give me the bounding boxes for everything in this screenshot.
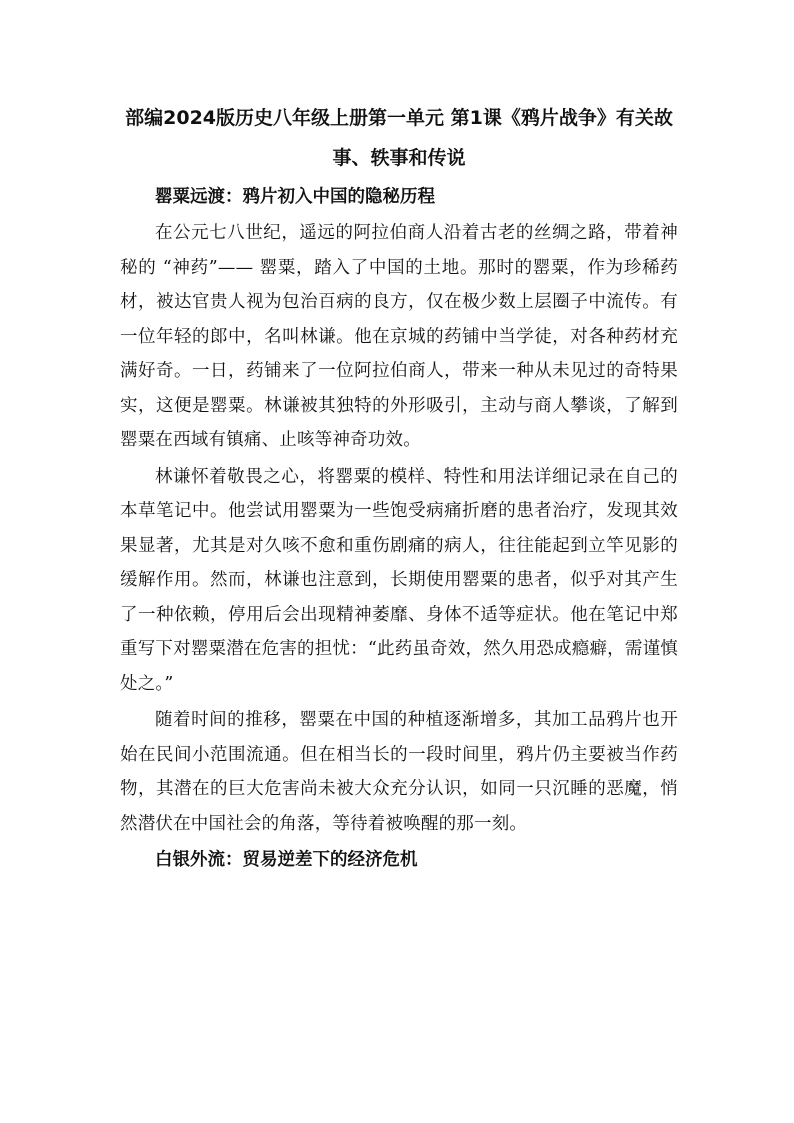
document-title: 部编2024版历史八年级上册第一单元 第1课《鸦片战争》有关故事、轶事和传说: [125, 107, 673, 169]
paragraph: 随着时间的推移，罂粟在中国的种植逐渐增多，其加工品鸦片也开始在民间小范围流通。但在相当长的一段时间里，鸦片仍主要被当作药物，其潜在的巨大危害尚未被大众充分认识，如同一只沉睡的恶魔，悄然潜伏在中国社会的角落，等待着被唤醒的那一刻。: [120, 710, 678, 834]
paragraph: 林谦怀着敬畏之心，将罂粟的模样、特性和用法详细记录在自己的本草笔记中。他尝试用罂粟为一些饱受病痛折磨的患者治疗，发现其效果显著，尤其是对久咳不愈和重伤剧痛的病人，往往能起到立竿见影的缓解作用。然而，林谦也注意到，长期使用罂粟的患者，似乎对其产生了一种依赖，停用后会出现精神萎靡、身体不适等症状。他在笔记中郑重写下对罂粟潜在危害的担忧：“此药虽奇效，然久用恐成瘾癖，需谨慎处之。”: [120, 466, 678, 694]
section-heading: 罂粟远渡：鸦片初入中国的隐秘历程: [155, 187, 435, 207]
document-page: [120, 90, 678, 877]
paragraph: 在公元七八世纪，遥远的阿拉伯商人沿着古老的丝绸之路，带着神秘的 “神药”—— 罂粟，踏入了中国的土地。那时的罂粟，作为珍稀药材，被达官贵人视为包治百病的良方，仅在极少数上层圈子中流传。有一位年轻的郎中，名叫林谦。他在京城的药铺中当学徒，对各种药材充满好奇。一日，药铺来了一位阿拉伯商人，带来一种从未见过的奇特果实，这便是罂粟。林谦被其独特的外形吸引，主动与商人攀谈，了解到罂粟在西域有镇痛、止咳等神奇功效。: [120, 223, 678, 450]
section-heading: 白银外流：贸易逆差下的经济危机: [155, 850, 418, 870]
